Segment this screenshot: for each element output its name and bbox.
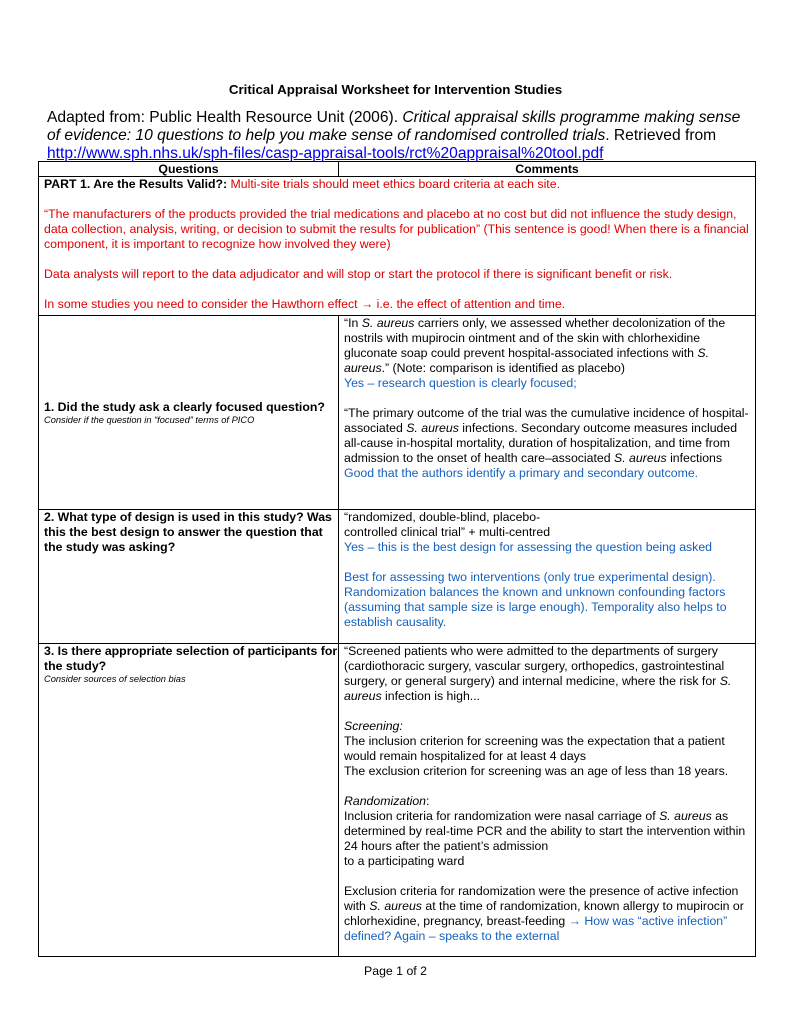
q2-comment-cell: [339, 510, 756, 644]
q1-question-cell: [39, 316, 339, 510]
q3-screening-exclusion: The exclusion criterion for screening was an age of less than 18 years.: [344, 764, 729, 778]
q3-randomization-inclusion: Inclusion criteria for randomization were nasal carriage of S. aureus as determined by real-time PCR and the ability to start the intervention within 24 hours after the patient’s admission: [344, 809, 746, 853]
document-title: Critical Appraisal Worksheet for Intervention Studies: [228, 82, 563, 97]
q3-hint: Consider sources of selection bias: [44, 674, 186, 684]
q1-outcome-quote: “The primary outcome of the trial was the cumulative incidence of hospital-associated S. aureus infections. Secondary outcome measures included all-cause in-hospital mortality, duration of hospitalization, and time from admission to the onset of health care–associated S. aureus infections: [344, 406, 749, 465]
q3-randomization-label: Randomization:: [344, 794, 430, 808]
q3-screening-label: Screening:: [344, 719, 403, 733]
q2-rationale: Best for assessing two interventions (only true experimental design). Randomization balances the known and unknown confounding factors (assuming that sample size is large enough). Temporality also helps to establish causality.: [344, 570, 727, 629]
q1-quote: “In S. aureus carriers only, we assessed whether decolonization of the nostrils with mupirocin ointment and of the skin with chlorhexidine gluconate soap could prevent hospital-associated infections with S. aureus.” (Note: comparison is identified as placebo): [344, 316, 726, 375]
part1-heading-comment: Multi-site trials should meet ethics board criteria at each site.: [227, 177, 560, 191]
part1-hawthorn-comment: In some studies you need to consider the Hawthorn effect → i.e. the effect of attention and time.: [44, 297, 566, 311]
citation: [47, 109, 755, 163]
q3-randomization-inclusion-cont: to a participating ward: [344, 854, 465, 868]
part1-cell: [39, 177, 756, 316]
q3-exclusion-comment: → How was “active infection” defined? Again – speaks to the external: [344, 914, 728, 943]
q2-question-cell: [39, 510, 339, 644]
q3-comment-cell: [339, 644, 756, 957]
q3-screened-quote: “Screened patients who were admitted to the departments of surgery (cardiothoracic surgery, vascular surgery, orthopedics, gastrointestinal surgery, or general surgery) and internal medicine, where the risk for S. aureus infection is high...: [344, 644, 732, 703]
q1-outcome-assessment: Good that the authors identify a primary and secondary outcome.: [344, 466, 699, 480]
q3-randomization-exclusion: Exclusion criteria for randomization were the presence of active infection with S. aureus at the time of randomization, known allergy to mupirocin or chlorhexidine, pregnancy, breast-feeding → How was “active infection” defined? Again – speaks to the external: [344, 884, 744, 943]
q2-design-quote: “randomized, double-blind, placebo-: [344, 510, 541, 524]
q2-row: [39, 510, 756, 644]
appraisal-table: [38, 161, 756, 957]
citation-link[interactable]: http://www.sph.nhs.uk/sph-files/casp-appraisal-tools/rct%20appraisal%20tool.pdf: [47, 145, 604, 162]
table-header-row: [39, 162, 756, 177]
q3-question-cell: [39, 644, 339, 957]
citation-prefix: Adapted from: Public Health Resource Unit (2006).: [47, 109, 403, 126]
part1-adjudicator-comment: Data analysts will report to the data adjudicator and will stop or start the protocol if there is significant benefit or risk.: [44, 267, 673, 281]
q2-design-quote-cont: controlled clinical trial” + multi-centred: [344, 525, 551, 539]
q2-question: 2. What type of design is used in this study? Was this the best design to answer the question that the study was asking?: [44, 510, 332, 554]
header-comments: Comments: [339, 162, 756, 177]
q1-question: 1. Did the study ask a clearly focused question?: [44, 399, 325, 414]
q1-assessment: Yes – research question is clearly focused;: [344, 376, 577, 390]
q3-screening-inclusion: The inclusion criterion for screening was the expectation that a patient would remain hospitalized for at least 4 days: [344, 734, 725, 763]
citation-suffix: . Retrieved from: [605, 127, 717, 144]
part1-heading: PART 1. Are the Results Valid?:: [44, 177, 228, 191]
header-questions: Questions: [39, 162, 339, 177]
q1-comment-cell: [339, 316, 756, 510]
citation-source-title: Critical appraisal skills programme making sense of evidence: 10 questions to help you make sense of randomised controlled trials: [47, 109, 741, 144]
q2-assessment: Yes – this is the best design for assessing the question being asked: [344, 540, 713, 554]
q3-row: [39, 644, 756, 957]
part1-funding-comment: “The manufacturers of the products provided the trial medications and placebo at no cost but did not influence the study design, data collection, analysis, writing, or decision to submit the results for publication” (This sentence is good! When there is a financial component, it is important to recognize how involved they were): [44, 207, 749, 251]
part1-row: [39, 177, 756, 316]
q1-row: [39, 316, 756, 510]
q3-question: 3. Is there appropriate selection of participants for the study?: [44, 644, 338, 673]
page-number: Page 1 of 2: [364, 964, 427, 978]
q1-hint: Consider if the question in “focused” terms of PICO: [44, 414, 255, 425]
